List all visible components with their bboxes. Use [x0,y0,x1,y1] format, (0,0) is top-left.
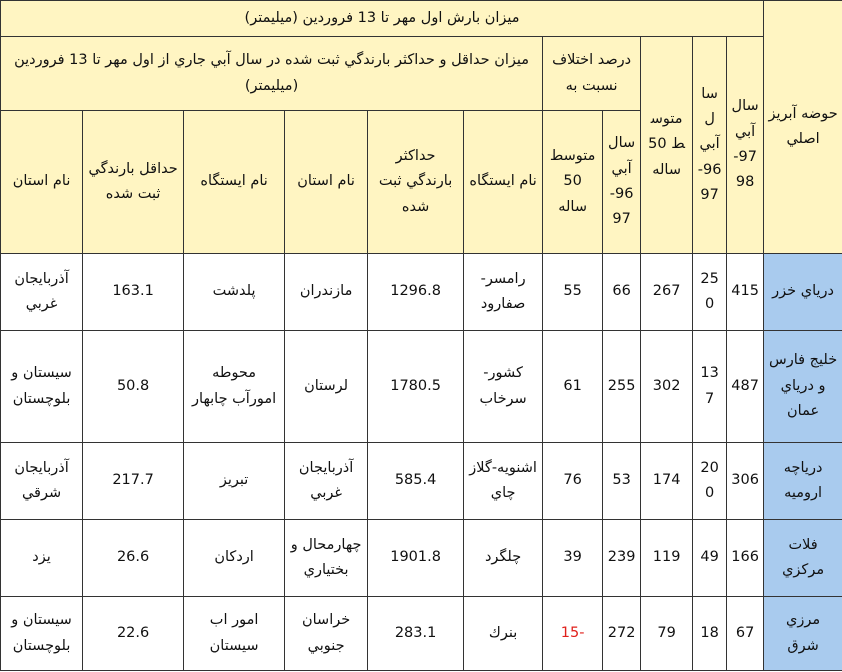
year-9798-cell: 67 [727,597,764,671]
year-9798-cell: 415 [727,254,764,331]
max-rainfall-cell: 585.4 [368,443,464,520]
year-9697-cell: 49 [693,520,727,597]
max-rainfall-header: حداكثر بارندگي ثبت شده [368,111,464,254]
min-rainfall-cell: 163.1 [83,254,184,331]
province-min-cell: سيستان و بلوچستان [1,597,83,671]
min-rainfall-cell: 22.6 [83,597,184,671]
max-rainfall-cell: 1296.8 [368,254,464,331]
station-max-cell: رامسر-صفارود [464,254,543,331]
avg50-header: متوسط 50 ساله [641,37,693,254]
diff-avg50-cell: 39 [543,520,603,597]
year-9798-cell: 166 [727,520,764,597]
station-min-cell: امور اب سيستان [184,597,285,671]
province-min-cell: سيستان و بلوچستان [1,331,83,443]
table-row [1,597,842,671]
min-rainfall-cell: 217.7 [83,443,184,520]
table-row [1,520,842,597]
minmax-header: ميزان حداقل و حداكثر بارندگي ثبت شده در سال آبي جاري از اول مهر تا 13 فروردين (ميليمتر) [1,37,543,111]
table-row [1,331,842,443]
station-min-cell: محوطه امورآب چابهار [184,331,285,443]
province-max-cell: چهارمحال و بختياري [285,520,368,597]
max-rainfall-cell: 1780.5 [368,331,464,443]
station-max-cell: كشور-سرخاب [464,331,543,443]
province-max-cell: لرستان [285,331,368,443]
basin-cell: فلات مركزي [764,520,842,597]
diff-year-9697-cell: 255 [603,331,641,443]
station-min-cell: پلدشت [184,254,285,331]
basin-cell: خليج فارس و درياي عمان [764,331,842,443]
diff-year-9697-cell: 272 [603,597,641,671]
table-row [1,254,842,331]
basin-header: حوضه آبريز اصلي [764,1,842,254]
year-9697-cell: 250 [693,254,727,331]
basin-cell: درياچه اروميه [764,443,842,520]
station-max-cell: اشنويه-گلاز چاي [464,443,543,520]
province-min-cell: يزد [1,520,83,597]
max-rainfall-cell: 283.1 [368,597,464,671]
station-max-cell: چلگرد [464,520,543,597]
station-max-cell: بنرك [464,597,543,671]
year-9697-cell: 137 [693,331,727,443]
province-min-cell: آذربايجان شرقي [1,443,83,520]
province-max-cell: مازندران [285,254,368,331]
diff-avg50-cell: 55 [543,254,603,331]
basin-cell: مرزي شرق [764,597,842,671]
diff-year-9697-cell: 66 [603,254,641,331]
station-min-cell: اردكان [184,520,285,597]
province-max-cell: خراسان جنوبي [285,597,368,671]
avg50-cell: 267 [641,254,693,331]
station-max-header: نام ايستگاه [464,111,543,254]
avg50-cell: 174 [641,443,693,520]
table-title: ميزان بارش اول مهر تا 13 فروردين (ميليمتر) [1,1,764,37]
avg50-cell: 79 [641,597,693,671]
max-rainfall-cell: 1901.8 [368,520,464,597]
table-row [1,443,842,520]
diff-year-9697-header: سال آبي 96-97 [603,111,641,254]
station-min-header: نام ايستگاه [184,111,285,254]
year-9697-cell: 200 [693,443,727,520]
diff-avg50-cell: 76 [543,443,603,520]
province-min-header: نام استان [1,111,83,254]
basin-cell: درياي خزر [764,254,842,331]
year-9798-cell: 487 [727,331,764,443]
year-9798-header: سال آبي 97-98 [727,37,764,254]
diff-header: درصد اختلاف نسبت به [543,37,641,111]
province-max-cell: آذربايجان غربي [285,443,368,520]
diff-avg50-cell: 61 [543,331,603,443]
diff-year-9697-cell: 239 [603,520,641,597]
min-rainfall-header: حداقل بارندگي ثبت شده [83,111,184,254]
year-9697-cell: 18 [693,597,727,671]
avg50-cell: 302 [641,331,693,443]
avg50-cell: 119 [641,520,693,597]
min-rainfall-cell: 26.6 [83,520,184,597]
province-max-header: نام استان [285,111,368,254]
station-min-cell: تبريز [184,443,285,520]
diff-avg50-cell-negative: -15 [543,597,603,671]
diff-avg50-header: متوسط 50 ساله [543,111,603,254]
year-9697-header: سال آبي 96-97 [693,37,727,254]
province-min-cell: آذربايجان غربي [1,254,83,331]
min-rainfall-cell: 50.8 [83,331,184,443]
diff-year-9697-cell: 53 [603,443,641,520]
year-9798-cell: 306 [727,443,764,520]
